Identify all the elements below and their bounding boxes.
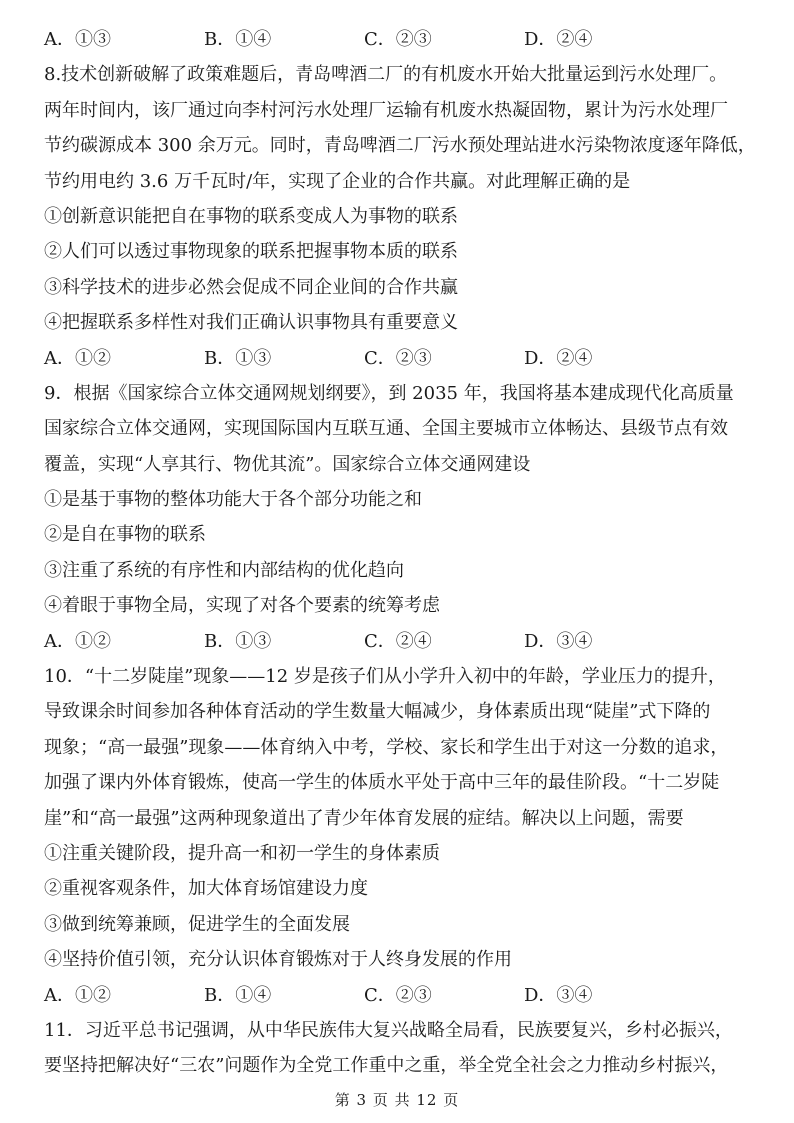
q9-stem-line: 覆盖，实现“人享其行、物优其流”。国家综合立体交通网建设 [44, 453, 531, 475]
q10-stem-line: 崖”和“高一最强”这两种现象道出了青少年体育发展的症结。解决以上问题，需要 [44, 807, 684, 829]
q9-option-c: C．②④ [364, 630, 432, 652]
q7-option-a: A．①③ [44, 29, 111, 50]
question-11 [44, 1013, 760, 1084]
q8-option-c: C．②③ [364, 347, 432, 369]
q8-option-b: B．①③ [204, 347, 272, 369]
q10-stem-line: 加强了课内外体育锻炼，使高一学生的体质水平处于高中三年的最佳阶段。“十二岁陡 [44, 772, 720, 794]
q8-statement: ①创新意识能把自在事物的联系变成人为事物的联系 [44, 205, 458, 227]
q9-stem-line: 9．根据《国家综合立体交通网规划纲要》，到 2035 年，我国将基本建成现代化高质量 [44, 382, 734, 404]
q9-statement: ③注重了系统的有序性和内部结构的优化趋向 [44, 559, 404, 581]
q7-options [44, 22, 760, 57]
q9-options [44, 624, 760, 659]
q9-stem-line: 国家综合立体交通网，实现国际国内互联互通、全国主要城市立体畅达、县级节点有效 [44, 418, 728, 440]
q11-stem-line: 要坚持把解决好“三农”问题作为全党工作重中之重，举全党全社会之力推动乡村振兴， [44, 1055, 729, 1077]
q10-option-b: B．①④ [204, 984, 272, 1006]
q7-option-c: C．②③ [364, 29, 432, 50]
q10-statement: ④坚持价值引领，充分认识体育锻炼对于人终身发展的作用 [44, 949, 512, 971]
q8-stem-line: 节约用电约 3.6 万千瓦时/年，实现了企业的合作共赢。对此理解正确的是 [44, 170, 631, 192]
q7-option-d: D．②④ [524, 29, 593, 50]
q10-stem-line: 导致课余时间参加各种体育活动的学生数量大幅减少，身体素质出现“陡崖”式下降的 [44, 701, 711, 723]
q10-option-d: D．③④ [524, 984, 593, 1006]
q9-option-d: D．③④ [524, 630, 593, 652]
q10-statement: ②重视客观条件，加大体育场馆建设力度 [44, 878, 368, 900]
q10-stem-line: 现象；“高一最强”现象——体育纳入中考，学校、家长和学生出于对这一分数的追求， [44, 736, 729, 758]
q7-option-b: B．①④ [204, 29, 272, 50]
q8-option-d: D．②④ [524, 347, 593, 369]
q8-stem-line: 8.技术创新破解了政策难题后，青岛啤酒二厂的有机废水开始大批量运到污水处理厂。 [44, 64, 728, 86]
q10-statement: ③做到统筹兼顾，促进学生的全面发展 [44, 913, 350, 935]
q10-option-a: A．①② [44, 984, 111, 1006]
q11-stem-line: 11．习近平总书记强调，从中华民族伟大复兴战略全局看，民族要复兴，乡村必振兴， [44, 1019, 733, 1041]
q10-options [44, 978, 760, 1013]
q8-statement: ②人们可以透过事物现象的联系把握事物本质的联系 [44, 241, 458, 263]
q8-stem-line: 两年时间内，该厂通过向李村河污水处理厂运输有机废水热凝固物，累计为污水处理厂 [44, 99, 728, 121]
q8-statement: ③科学技术的进步必然会促成不同企业间的合作共赢 [44, 276, 458, 298]
page-content [44, 22, 760, 1084]
q8-option-a: A．①② [44, 347, 111, 369]
question-9 [44, 376, 760, 659]
q10-option-c: C．②③ [364, 984, 432, 1006]
q10-stem-line: 10．“十二岁陡崖”现象——12 岁是孩子们从小学升入初中的年龄，学业压力的提升， [44, 666, 726, 688]
q10-statement: ①注重关键阶段，提升高一和初一学生的身体素质 [44, 842, 440, 864]
question-10 [44, 659, 760, 1013]
q8-options [44, 341, 760, 376]
question-8 [44, 57, 760, 376]
q9-option-b: B．①③ [204, 630, 272, 652]
q8-stem-line: 节约碳源成本 300 余万元。同时，青岛啤酒二厂污水预处理站进水污染物浓度逐年降低， [44, 135, 756, 157]
q9-statement: ①是基于事物的整体功能大于各个部分功能之和 [44, 489, 422, 511]
q9-statement: ②是自在事物的联系 [44, 524, 206, 546]
q9-statement: ④着眼于事物全局，实现了对各个要素的统筹考虑 [44, 595, 440, 617]
q9-option-a: A．①② [44, 630, 111, 652]
q8-statement: ④把握联系多样性对我们正确认识事物具有重要意义 [44, 312, 458, 334]
page-footer: 第 3 页 共 12 页 [334, 1091, 460, 1109]
